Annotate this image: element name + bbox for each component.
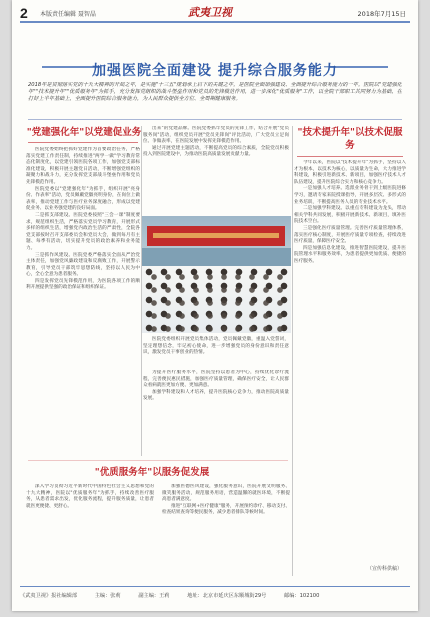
left-column-text: 医院党委始终把抓好党建作为首要政治任务，严格落实党建工作责任制，持续推进"两学一做"学习教育常态化制度化，以党建引领医院各项工作，加强党支部标准化建设，积极开展主题党日活动，不断增强党组织的凝聚力和战斗力，充分发挥党支部战斗堡垒作用和党员先锋模范作用。 医院党委以"党建强化年"为抓手，组织开展"亮身份、作表率"活动，党员佩戴党徽亮明身份，在岗位上做表率，推动党建工作与医疗业务深度融合，形成以党建促业务、以业务强党建的良好局面。 二是抓支部建设。医院党委按照"三会一课"制度要求，规范组织生活，严格落实党员学习教育，开展形式多样的组织生活，增强党内政治生活的严肃性，全院各党支部按时召开支部委员会和党员大会，做到每月有主题、每季有活动，切实提升党员的政治素养和业务能力。 三是抓作风建设。医院党委严格落实全面从严治党主体责任，加强党风廉政建设和反腐败工作，开展警示教育，引导党员干部筑牢思想防线，坚持以人民为中心，全心全意为患者服务。 四是发挥党员先锋模范作用，为医院各项工作的顺利开展提供坚强的政治保证和组织保证。	[26, 147, 140, 291]
column-divider	[141, 126, 142, 456]
heading-rule	[297, 156, 403, 157]
issue-date: 2018年7月15日	[357, 10, 406, 18]
masthead-logo: 武夷卫视	[188, 6, 232, 19]
quality-service-text: 深入学习贯彻习近平新时代中国特色社会主义思想和党的十九大精神，医院以"优质服务年"为抓手，持续改善医疗服务，从患者需求出发，优化服务流程，提升服务质量，让患者就医更便捷、更舒心。 加强医德医风建设，强化服务意识，医院开展文明服务、微笑服务活动，规范服务用语，营造温馨的就医环境，不断提高患者满意度。 推进"互联网+医疗健康"服务，开展预约诊疗、移动支付、检查结果查询等便民服务，减少患者排队等候时间。	[26, 484, 290, 516]
photo-caption: 医院党委组织开展党员集体活动，党员佩戴党徽，重温入党誓词，坚定理想信念，牢记初心使命，进一步增强党员的身份意识和责任意识，激发党员干事创业的热情。	[143, 337, 289, 356]
footer-publisher: 《武夷卫视》报社编辑部	[20, 593, 78, 599]
section-heading-technology: "技术提升年"以技术促服务	[297, 127, 403, 151]
intro-paragraph: 2018年是贯彻落实党的十九大精神的开局之年，是实施"十三五"规划承上启下的关键之年，是医院全面加强建设、全面提升综合服务能力的一年。医院以"党建强化年""技术提升年""优质服务年"为抓手，充分发挥党组织的战斗堡垒作用和党员的先锋模范作用，进一步深化"优质服务"工作，以全院干部职工共同努力为基础，在打好上半年基础上，全面提升医院综合服务能力，为人民群众提供全方位、全周期健康服务。	[28, 82, 402, 103]
article-signature: （宣传科供稿）	[366, 566, 402, 572]
heading-rule	[28, 142, 138, 143]
section-heading-quality-service: "优质服务年"以服务促发展	[94, 467, 210, 478]
page-footer	[20, 592, 410, 599]
footer-address: 地址：北京市延庆区东顺城街29号	[187, 593, 267, 599]
right-column-text: 今年以来，医院以"技术提升年"为抓手，坚持以人才为根本，以技术为核心，以质量为生命，大力推进学科建设，积极引进新技术、新项目，加强医疗技术人才队伍建设，提升医院综合实力和核心竞争力。 一是加强人才培养。选派业务骨干到上级医院进修学习，邀请专家来院授课指导，开展多层次、多形式的业务培训，不断提高医务人员的专业技术水平。 二是加强学科建设。以重点专科建设为龙头，带动相关学科共同发展，积极开展新技术、新项目，填补医院技术空白。 三是强化医疗质量管理。完善医疗质量管理体系，落实医疗核心制度，开展医疗质量专项检查，持续改进医疗质量，保障医疗安全。 四是加强信息化建设，推进智慧医院建设，提升医院管理水平和服务效率，为患者提供更加优质、便捷的医疗服务。	[294, 160, 406, 264]
center-column-text-2: 为提升医疗服务水平，医院坚持以患者为中心，持续优化诊疗流程，完善便民惠民措施，加强医疗质量管理，确保医疗安全，让人民群众看病就医更加方便、更加满意。 加强学科建设和人才培养，提升医院核心竞争力，推动医院高质量发展。	[143, 370, 289, 402]
page-title: 加强医院全面建设 提升综合服务能力	[92, 63, 338, 79]
photo-banner	[147, 226, 285, 246]
party-members-photo	[141, 216, 291, 333]
footer-postcode: 邮编：102100	[284, 593, 320, 599]
footer-editor: 主编：张莉	[94, 593, 121, 599]
intro-divider	[28, 119, 402, 120]
newspaper-page	[12, 0, 418, 611]
center-column-text: 出来"的党建品牌。医院党委抓牢党员的先锋工作，结合开展"党员服务岗"活动，组织党员开展"党员先锋岗"评比活动，广大党员立足岗位、争做表率，在医院发展中发挥先锋模范作用。 通过开展党建主题活动，不断提高党员的综合素质，全院党员积极投入到医院建设中，为推动医院高质量发展贡献力量。	[143, 126, 289, 158]
editor-credit: 本版责任编辑 聂智晶	[40, 11, 96, 18]
section-divider	[28, 460, 288, 461]
page-header	[12, 0, 418, 40]
section-heading-party-building: "党建强化年"以党建促业务	[26, 127, 142, 138]
footer-rule	[20, 586, 410, 587]
footer-deputy-editor: 副主编：王莉	[138, 593, 170, 599]
page-number: 2	[20, 5, 28, 21]
header-rule	[20, 21, 410, 23]
column-divider	[292, 126, 293, 576]
